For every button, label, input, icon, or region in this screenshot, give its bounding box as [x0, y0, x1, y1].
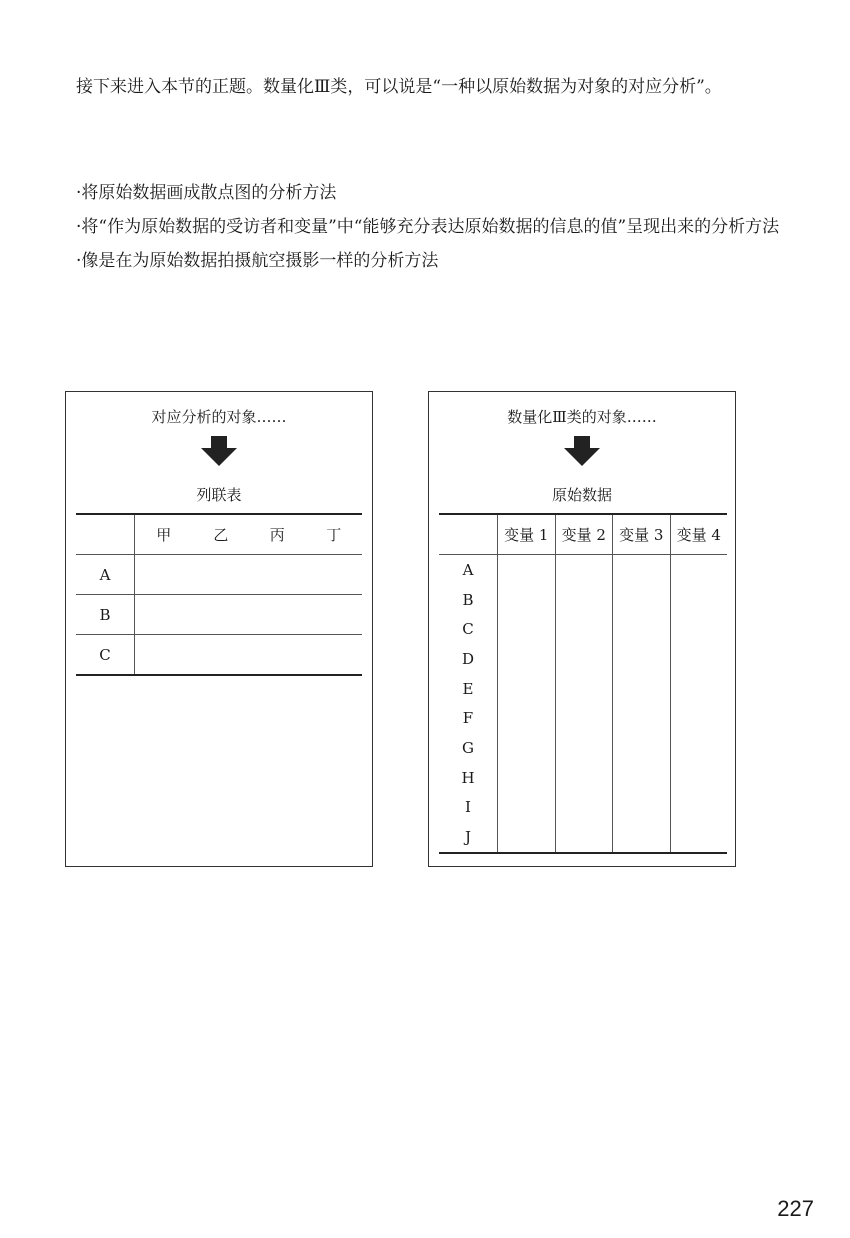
table-row — [439, 822, 727, 853]
raw-data-panel — [428, 391, 736, 867]
bullet-item: ·将原始数据画成散点图的分析方法 — [76, 183, 337, 203]
row-header: B — [76, 595, 135, 635]
page-number: 227 — [777, 1196, 814, 1221]
column-header: 甲 — [135, 514, 193, 555]
column-header: 乙 — [193, 514, 249, 555]
row-header: C — [439, 614, 498, 644]
intro-paragraph: 接下来进入本节的正题。数量化Ⅲ类，可以说是“一种以原始数据为对象的对应分析”。 — [76, 77, 722, 97]
contingency-table — [76, 513, 362, 676]
down-arrow-icon — [564, 436, 600, 466]
bullet-list — [32, 176, 792, 278]
column-header: 丁 — [306, 514, 362, 555]
panel-title: 数量化Ⅲ类的对象…… — [507, 408, 657, 426]
table-row — [439, 793, 727, 823]
panel-subtitle: 列联表 — [196, 486, 242, 504]
table-row — [76, 555, 362, 595]
bullet-item: ·将“作为原始数据的受访者和变量”中“能够充分表达原始数据的信息的值”呈现出来的分析方法 — [76, 217, 780, 237]
table-row — [76, 595, 362, 635]
table-cell — [135, 635, 363, 676]
row-header: A — [439, 555, 498, 585]
table-row — [439, 585, 727, 615]
table-header-row — [76, 514, 362, 555]
row-header: D — [439, 644, 498, 674]
table-row — [439, 703, 727, 733]
table-cell — [135, 555, 363, 595]
column-header: 丙 — [249, 514, 305, 555]
table-row — [439, 674, 727, 704]
table-row — [439, 555, 727, 585]
panel-title: 对应分析的对象…… — [151, 408, 287, 426]
table-header-row — [439, 514, 727, 555]
table-row — [439, 644, 727, 674]
row-header: I — [439, 793, 498, 823]
row-header: F — [439, 703, 498, 733]
row-header: E — [439, 674, 498, 704]
bullet-item: ·像是在为原始数据拍摄航空摄影一样的分析方法 — [76, 251, 439, 271]
corner-cell — [76, 514, 135, 555]
down-arrow-icon — [201, 436, 237, 466]
row-header: J — [439, 822, 498, 853]
table-row — [76, 635, 362, 676]
table-row — [439, 763, 727, 793]
row-header: C — [76, 635, 135, 676]
panel-subtitle: 原始数据 — [551, 486, 612, 504]
column-header: 变量 3 — [613, 514, 671, 555]
table-cell — [135, 595, 363, 635]
table-row — [439, 614, 727, 644]
raw-data-table — [439, 513, 727, 854]
column-header: 变量 2 — [555, 514, 613, 555]
row-header: A — [76, 555, 135, 595]
column-header: 变量 1 — [498, 514, 556, 555]
contingency-table-panel — [65, 391, 373, 867]
table-row — [439, 733, 727, 763]
row-header: G — [439, 733, 498, 763]
column-header: 变量 4 — [670, 514, 727, 555]
corner-cell — [439, 514, 498, 555]
row-header: H — [439, 763, 498, 793]
row-header: B — [439, 585, 498, 615]
